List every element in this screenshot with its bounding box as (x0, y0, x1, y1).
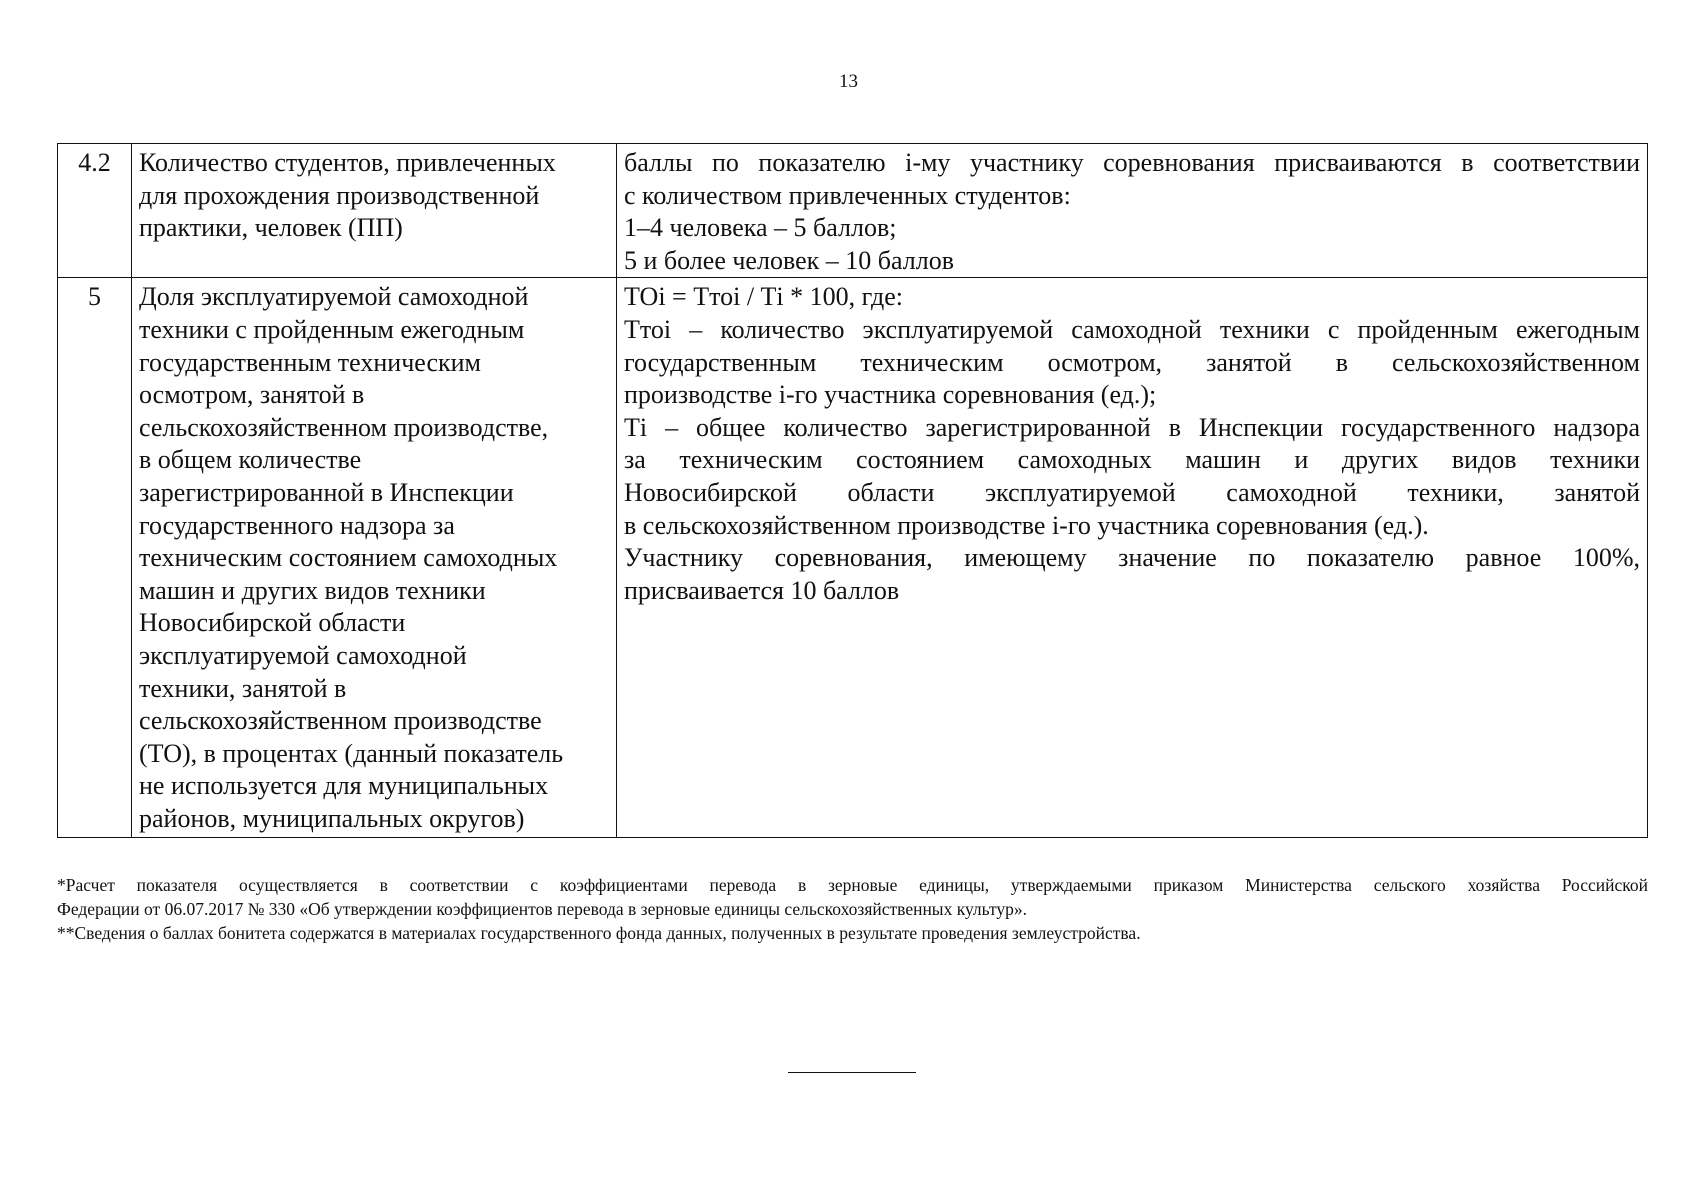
footnote-line: *Расчет показателя осуществляется в соответствии с коэффициентами перевода в зерновые единицы, утверждаемыми приказом Министерства сельского хозяйства Российской (57, 875, 1648, 895)
calculation-method-line: Новосибирской области эксплуатируемой самоходной техники, занятой (624, 477, 1640, 507)
indicator-name-line: Количество студентов, привлеченных (139, 148, 556, 177)
indicator-name-line: техники с пройденным ежегодным (139, 314, 525, 344)
calculation-method-cell (617, 144, 1648, 278)
indicator-name-line: государственным техническим (139, 347, 481, 377)
row-number-cell (58, 278, 132, 838)
indicator-table (57, 143, 1648, 838)
indicator-name-line: техники, занятой в (139, 673, 347, 703)
calculation-method-line: в сельскохозяйственном производстве i-го участника соревнования (ед.). (624, 510, 1429, 540)
indicator-name-line: не используется для муниципальных (139, 771, 549, 801)
indicator-name-line: сельскохозяйственном производстве, (139, 412, 549, 442)
end-of-document-rule (788, 1072, 916, 1073)
row-number: 5 (88, 282, 101, 312)
indicator-name-line: эксплуатируемой самоходной (139, 640, 467, 670)
table-row (58, 144, 1648, 278)
indicator-name-cell (132, 144, 617, 278)
indicator-name-line: зарегистрированной в Инспекции (139, 477, 514, 507)
footnote-line: Федерации от 06.07.2017 № 330 «Об утверждении коэффициентов перевода в зерновые единицы сельскохозяйственных культур». (57, 899, 1028, 919)
row-number: 4.2 (78, 148, 111, 177)
indicator-name-line: для прохождения производственной (139, 180, 540, 210)
indicator-name-line: государственного надзора за (139, 510, 455, 540)
indicator-name-line: осмотром, занятой в (139, 380, 365, 410)
indicator-name-line: районов, муниципальных округов) (139, 803, 525, 833)
indicator-name-cell (132, 278, 617, 838)
indicator-name-line: техническим состоянием самоходных (139, 543, 558, 573)
page-number: 13 (839, 71, 858, 92)
indicator-name-line: (ТО), в процентах (данный показатель (139, 738, 564, 768)
calculation-method-line: Участнику соревнования, имеющему значение по показателю равное 100%, (624, 543, 1640, 573)
table-row (58, 278, 1648, 838)
calculation-method-line: Ттоi – количество эксплуатируемой самоходной техники с пройденным ежегодным (624, 314, 1640, 344)
footnote-line: **Сведения о баллах бонитета содержатся в материалах государственного фонда данных, полученных в результате проведения землеустройства. (57, 923, 1141, 943)
row-number-cell (58, 144, 132, 278)
indicator-name-line: практики, человек (ПП) (139, 213, 403, 243)
calculation-method-line: баллы по показателю i-му участнику соревнования присваиваются в соответствии (624, 148, 1640, 177)
calculation-method-line: производстве i-го участника соревнования (ед.); (624, 380, 1157, 410)
indicator-name-line: машин и других видов техники (139, 575, 486, 605)
footnotes (57, 873, 1648, 945)
calculation-method-cell (617, 278, 1648, 838)
calculation-method-line: 5 и более человек – 10 баллов (624, 245, 954, 275)
calculation-method-line: за техническим состоянием самоходных машин и других видов техники (624, 445, 1640, 475)
formula-line: ТОi = Ттоi / Тi * 100, где: (624, 282, 904, 312)
calculation-method-line: 1–4 человека – 5 баллов; (624, 213, 897, 243)
calculation-method-line: с количеством привлеченных студентов: (624, 180, 1071, 210)
calculation-method-line: государственным техническим осмотром, занятой в сельскохозяйственном (624, 347, 1640, 377)
indicator-name-line: Доля эксплуатируемой самоходной (139, 282, 529, 312)
calculation-method-line: присваивается 10 баллов (624, 575, 900, 605)
indicator-name-line: сельскохозяйственном производстве (139, 706, 542, 736)
indicator-name-line: в общем количестве (139, 445, 362, 475)
calculation-method-line: Тi – общее количество зарегистрированной в Инспекции государственного надзора (624, 412, 1640, 442)
indicator-name-line: Новосибирской области (139, 608, 406, 638)
